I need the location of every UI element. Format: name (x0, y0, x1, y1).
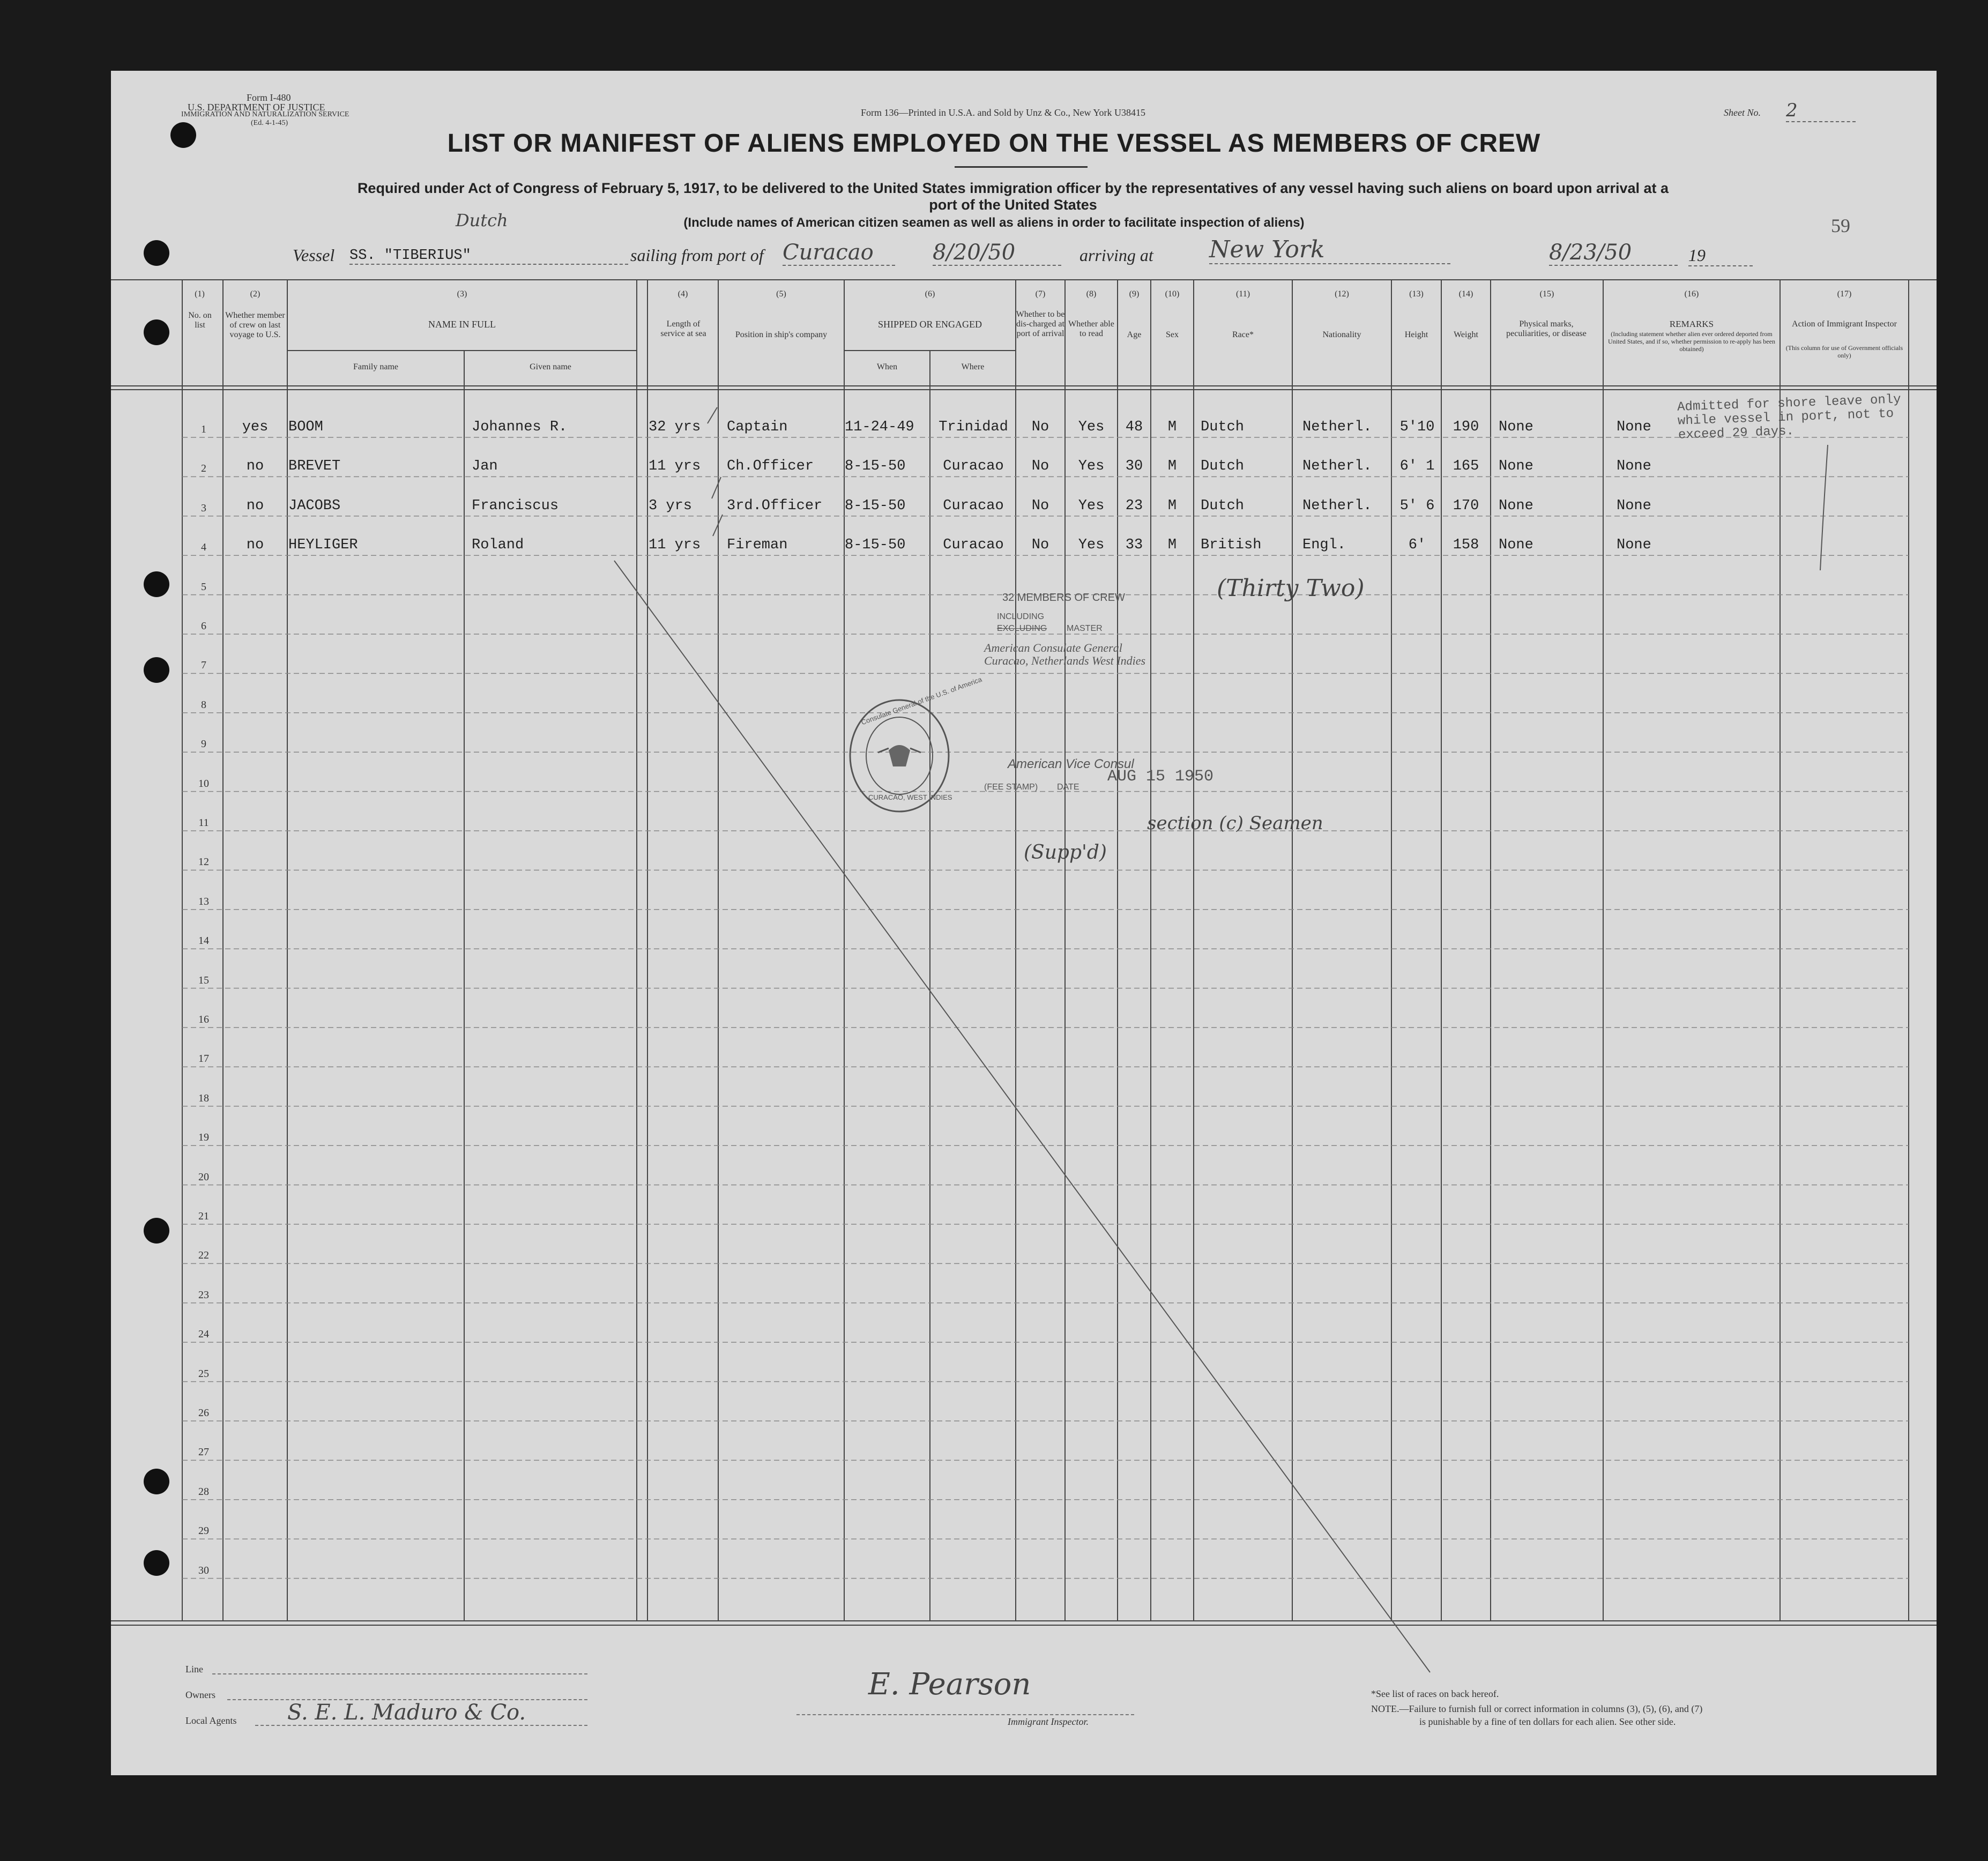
cell-discharged: No (1031, 497, 1049, 514)
col-name-in-full: NAME IN FULL (428, 319, 496, 330)
cell-remarks: None (1617, 537, 1651, 554)
row-number: 11 (198, 817, 209, 829)
supplied-note: (Supp'd) (1024, 842, 1107, 863)
col-last-voyage: Whether member of crew on last voyage to U.S. (225, 311, 285, 339)
row-number: 27 (198, 1446, 209, 1458)
row-number: 2 (201, 463, 206, 475)
row-number: 20 (198, 1171, 209, 1183)
date-sailed: 8/20/50 (933, 240, 1061, 266)
row-number: 23 (198, 1289, 209, 1301)
cell-given: Johannes R. (472, 419, 568, 435)
col-family-name: Family name (353, 362, 398, 371)
include-line: (Include names of American citizen seamen as well as aliens in order to facilitate inspection of aliens) (683, 215, 1305, 230)
owners-label: Owners (185, 1689, 215, 1700)
including-stamp: INCLUDING (997, 612, 1045, 621)
cell-position: Fireman (727, 537, 788, 554)
cell-where: Curacao (943, 537, 1004, 554)
seal-bottom-text: CURACAO, WEST INDIES (868, 793, 952, 801)
date-label: DATE (1057, 783, 1079, 792)
cell-sex: M (1167, 537, 1177, 554)
col-race: Race* (1232, 330, 1254, 339)
cell-discharged: No (1031, 419, 1049, 435)
col-num: (12) (1335, 289, 1349, 299)
cell-marks: None (1499, 497, 1533, 514)
agents-label: Local Agents (185, 1715, 237, 1726)
form-edition: (Ed. 4-1-45) (251, 119, 288, 127)
cell-nationality: Netherl. (1302, 497, 1372, 514)
cell-race: Dutch (1201, 458, 1245, 475)
row-number: 6 (201, 620, 206, 632)
cell-where: Curacao (943, 458, 1004, 475)
sheet-number: 2 (1786, 100, 1856, 122)
vessel-label: Vessel (293, 245, 335, 265)
row-number: 21 (198, 1210, 209, 1222)
vice-consul-stamp: American Vice Consul (1008, 757, 1134, 771)
col-num: (13) (1409, 289, 1424, 299)
col-discharged: Whether to be dis-charged at port of arrival (1016, 310, 1065, 338)
cell-position: 3rd.Officer (727, 497, 823, 514)
port-from: Curacao (783, 240, 895, 266)
col-position: Position in ship's company (735, 330, 828, 339)
col-length-service: Length of service at sea (660, 319, 706, 338)
col-when: When (876, 362, 898, 371)
cell-position: Captain (727, 419, 788, 435)
cell-weight: 158 (1453, 537, 1479, 554)
row-number: 13 (198, 895, 209, 907)
col-action-inspector: Action of Immigrant Inspector (1792, 319, 1897, 329)
printer-line: Form 136—Printed in U.S.A. and Sold by Unz & Co., New York U38415 (861, 107, 1146, 118)
section-note: section (c) Seamen (1147, 813, 1323, 834)
cell-weight: 190 (1453, 419, 1479, 435)
row-number: 15 (198, 974, 209, 986)
col-where: Where (961, 362, 985, 371)
service: IMMIGRATION AND NATURALIZATION SERVICE (181, 110, 349, 118)
col-num: (4) (677, 289, 688, 299)
agents-field (255, 1725, 587, 1726)
col-num: (10) (1165, 289, 1180, 299)
cell-remarks: None (1617, 458, 1651, 475)
cell-service: 11 yrs (649, 537, 701, 554)
cell-race: British (1201, 537, 1262, 554)
col-able-to-read: Whether able to read (1068, 319, 1114, 338)
cell-last-voyage: yes (242, 419, 269, 435)
col-num: (7) (1035, 289, 1046, 299)
date-stamp: AUG 15 1950 (1107, 768, 1214, 786)
col-num: (8) (1086, 289, 1097, 299)
cell-read: Yes (1078, 419, 1105, 435)
cell-height: 6' (1408, 537, 1426, 554)
year-label: 19 (1688, 245, 1753, 266)
arriving-label: arriving at (1079, 245, 1153, 265)
cell-nationality: Engl. (1302, 537, 1346, 554)
cell-read: Yes (1078, 537, 1105, 554)
sheet-label: Sheet No. (1724, 107, 1761, 118)
col-num: (6) (925, 289, 935, 299)
cell-when: 8-15-50 (845, 458, 906, 475)
col-weight: Weight (1454, 330, 1478, 339)
col-num: (16) (1684, 289, 1699, 299)
form-number: Form I-480 (247, 92, 291, 103)
inspector-sig-line (796, 1714, 1134, 1715)
row-number: 8 (201, 698, 206, 711)
col-physical-marks: Physical marks, peculiarities, or disease (1506, 319, 1587, 338)
col-num: (9) (1129, 289, 1140, 299)
page-number: 59 (1831, 215, 1850, 236)
col-num: (1) (195, 289, 205, 299)
col-num: (17) (1837, 289, 1852, 299)
row-number: 26 (198, 1407, 209, 1419)
cell-when: 8-15-50 (845, 537, 906, 554)
handwritten-count: (Thirty Two) (1217, 575, 1365, 602)
seal-text: Consulate General of the U.S. of America (860, 675, 983, 727)
agents-value: S. E. L. Maduro & Co. (287, 1700, 526, 1725)
cell-marks: None (1499, 458, 1533, 475)
row-number: 16 (198, 1014, 209, 1025)
row-number: 28 (198, 1485, 209, 1498)
col-nationality: Nationality (1322, 330, 1361, 339)
col-remarks-sub: (Including statement whether alien ever ordered deported from United States, and if so, whether permission to re-apply has been obtained) (1608, 330, 1775, 353)
penalty-note-2: is punishable by a fine of ten dollars for each alien. See other side. (1419, 1716, 1676, 1727)
cell-age: 30 (1125, 458, 1143, 475)
cell-last-voyage: no (246, 537, 264, 554)
cell-given: Roland (472, 537, 524, 554)
col-sex: Sex (1166, 330, 1179, 339)
row-number: 14 (198, 935, 209, 947)
cell-sex: M (1167, 497, 1177, 514)
col-no-on-list: No. on list (188, 311, 212, 330)
col-num: (14) (1458, 289, 1473, 299)
col-action-sub: (This column for use of Government officials only) (1785, 344, 1903, 359)
cell-weight: 165 (1453, 458, 1479, 475)
row-number: 5 (201, 580, 206, 593)
crew-count-stamp: 32 MEMBERS OF CREW (1002, 592, 1125, 604)
cell-age: 48 (1125, 419, 1143, 435)
cell-family: JACOBS (288, 497, 341, 514)
row-number: 1 (201, 423, 206, 435)
cell-when: 8-15-50 (845, 497, 906, 514)
excluding-stamp: EXCLUDING (997, 624, 1047, 633)
row-number: 17 (198, 1053, 209, 1065)
row-number: 4 (201, 541, 206, 554)
cell-race: Dutch (1201, 497, 1245, 514)
cell-nationality: Netherl. (1302, 458, 1372, 475)
flag-note: Dutch (456, 210, 508, 230)
inspector-note: Admitted for shore leave only while vessel in port, not to exceed 29 days. (1677, 392, 1902, 443)
cell-sex: M (1167, 419, 1177, 435)
vessel-name: SS. "TIBERIUS" (349, 248, 628, 265)
date-arrival: 8/23/50 (1549, 240, 1678, 266)
col-num: (2) (250, 289, 260, 299)
cell-position: Ch.Officer (727, 458, 814, 475)
cell-where: Curacao (943, 497, 1004, 514)
cell-weight: 170 (1453, 497, 1479, 514)
cell-family: HEYLIGER (288, 537, 358, 554)
cell-last-voyage: no (246, 458, 264, 475)
row-number: 3 (201, 502, 206, 514)
cell-nationality: Netherl. (1302, 419, 1372, 435)
col-num: (11) (1235, 289, 1250, 299)
required-line: Required under Act of Congress of February 5, 1917, to be delivered to the United States immigration officer by the representatives of any vessel having such aliens on board upon arrival at a port of the United States (357, 180, 1669, 213)
cell-family: BOOM (288, 419, 323, 435)
col-remarks: REMARKS (1669, 319, 1714, 329)
consulate-stamp: American Consulate General (984, 641, 1122, 654)
col-num: (15) (1539, 289, 1554, 299)
cell-read: Yes (1078, 458, 1105, 475)
department: U.S. DEPARTMENT OF JUSTICE (188, 102, 325, 113)
cell-age: 23 (1125, 497, 1143, 514)
cell-where: Trinidad (939, 419, 1008, 435)
cell-discharged: No (1031, 537, 1049, 554)
row-number: 22 (198, 1249, 209, 1262)
cell-last-voyage: no (246, 497, 264, 514)
line-field (212, 1673, 587, 1674)
cell-discharged: No (1031, 458, 1049, 475)
master-stamp: MASTER (1067, 624, 1103, 633)
inspector-label: Immigrant Inspector. (1008, 1716, 1089, 1727)
cell-marks: None (1499, 419, 1533, 435)
row-number: 30 (198, 1564, 209, 1576)
col-num: (3) (457, 289, 467, 299)
row-number: 29 (198, 1525, 209, 1537)
line-label: Line (185, 1664, 203, 1674)
row-number: 18 (198, 1092, 209, 1104)
cell-marks: None (1499, 537, 1533, 554)
sailing-label: sailing from port of (630, 245, 764, 265)
penalty-note-1: NOTE.—Failure to furnish full or correct information in columns (3), (5), (6), and (7) (1371, 1703, 1703, 1714)
cell-height: 5' 6 (1399, 497, 1435, 514)
row-number: 7 (201, 659, 206, 672)
row-number: 25 (198, 1367, 209, 1380)
cell-height: 6' 1 (1399, 458, 1435, 475)
row-number: 24 (198, 1328, 209, 1341)
cell-family: BREVET (288, 458, 341, 475)
cell-age: 33 (1125, 537, 1143, 554)
inspector-signature: E. Pearson (868, 1667, 1031, 1702)
col-num: (5) (776, 289, 786, 299)
col-age: Age (1127, 330, 1142, 339)
fee-stamp: (FEE STAMP) (984, 783, 1038, 792)
races-note: *See list of races on back hereof. (1371, 1688, 1499, 1699)
row-number: 12 (198, 856, 209, 868)
port-to: New York (1209, 236, 1450, 264)
cell-sex: M (1167, 458, 1177, 475)
page-title: LIST OR MANIFEST OF ALIENS EMPLOYED ON THE VESSEL AS MEMBERS OF CREW (447, 129, 1541, 158)
cell-height: 5'10 (1399, 419, 1435, 435)
col-given-name: Given name (530, 362, 571, 371)
cell-race: Dutch (1201, 419, 1245, 435)
consulate-location: Curacao, Netherlands West Indies (984, 654, 1146, 667)
cell-when: 11-24-49 (845, 419, 914, 435)
col-shipped-engaged: SHIPPED OR ENGAGED (877, 319, 982, 330)
cell-given: Jan (472, 458, 498, 475)
cell-read: Yes (1078, 497, 1105, 514)
row-number: 9 (201, 738, 206, 750)
cell-remarks: None (1617, 497, 1651, 514)
row-number: 10 (198, 777, 209, 790)
cell-service: 11 yrs (649, 458, 701, 475)
row-number: 19 (198, 1132, 209, 1144)
col-height: Height (1404, 330, 1428, 339)
cell-remarks: None (1617, 419, 1651, 435)
cell-service: 32 yrs (649, 419, 701, 435)
cell-service: 3 yrs (649, 497, 693, 514)
cell-given: Franciscus (472, 497, 559, 514)
